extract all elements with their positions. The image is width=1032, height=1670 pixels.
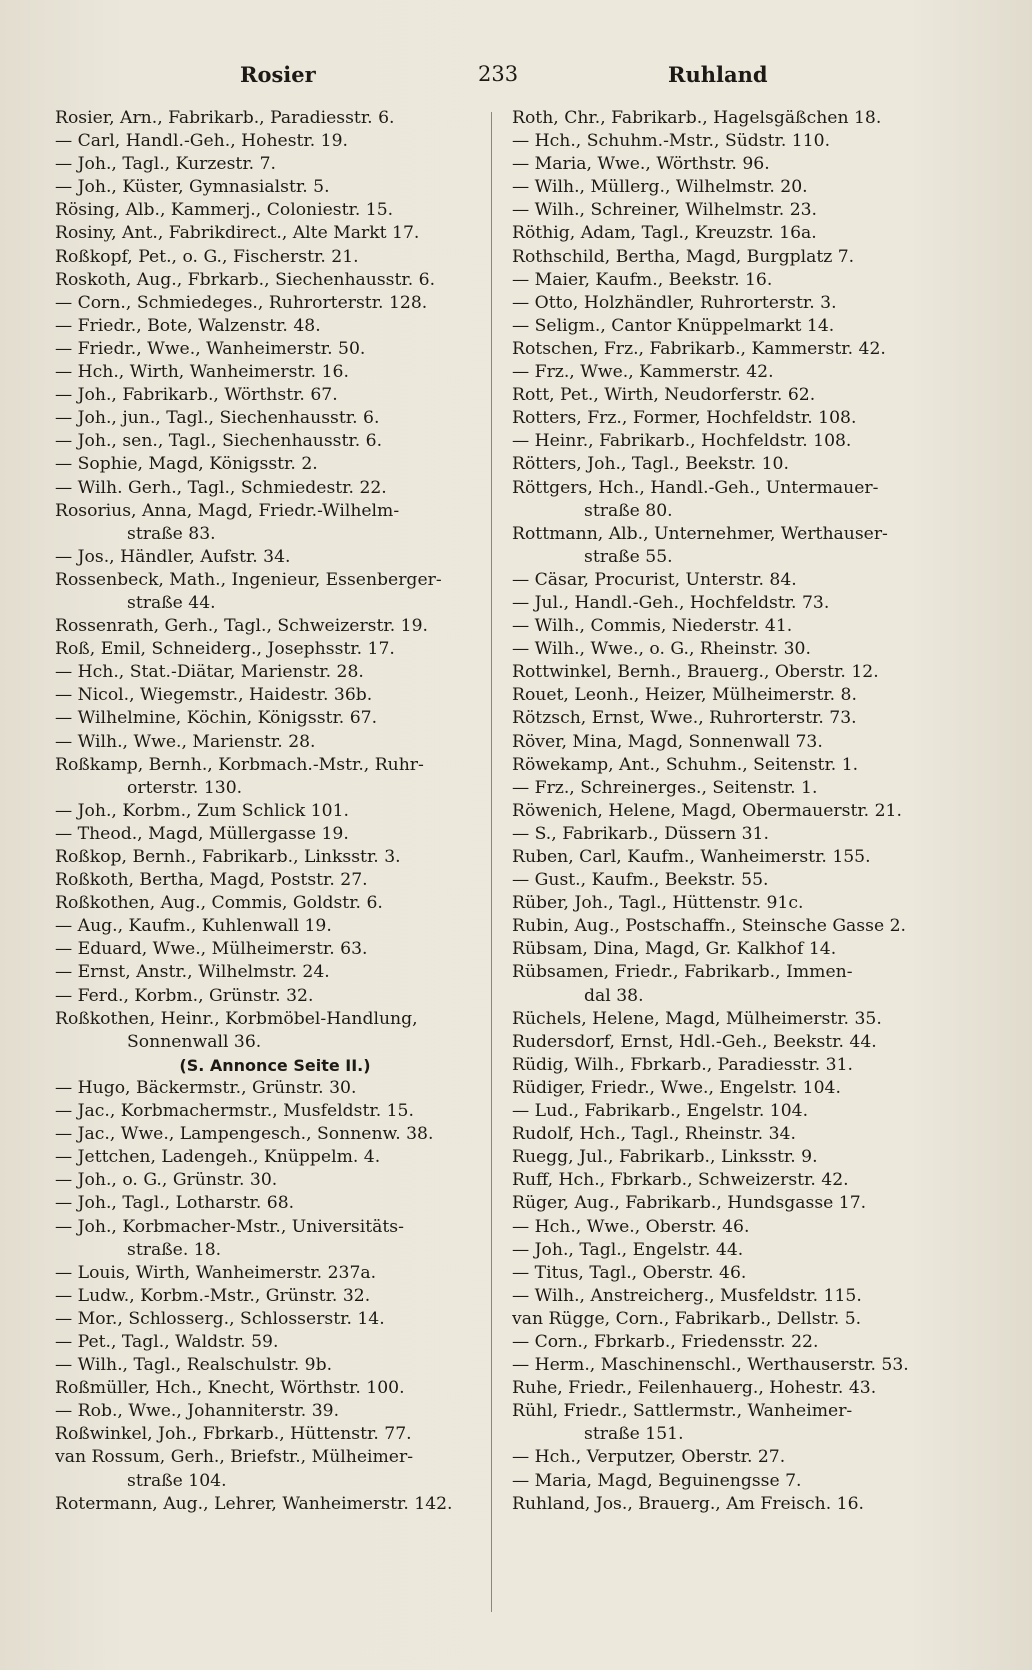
directory-entry: — Ernst, Anstr., Wilhelmstr. 24.: [55, 962, 330, 983]
directory-entry: — Titus, Tagl., Oberstr. 46.: [512, 1262, 747, 1283]
directory-entry: Rosorius, Anna, Magd, Friedr.-Wilhelm-: [55, 500, 400, 521]
directory-entry: Ruff, Hch., Fbrkarb., Schweizerstr. 42.: [512, 1170, 849, 1191]
directory-entry: Rothschild, Bertha, Magd, Burgplatz 7.: [512, 246, 855, 267]
directory-entry: Roßkamp, Bernh., Korbmach.-Mstr., Ruhr-: [55, 754, 424, 775]
entry-continuation: straße 80.: [584, 500, 673, 521]
directory-entry: Rotermann, Aug., Lehrer, Wanheimerstr. 142.: [55, 1493, 453, 1514]
directory-entry: — Frz., Wwe., Kammerstr. 42.: [512, 362, 774, 383]
header-left-word: Rosier: [240, 62, 316, 87]
directory-entry: Roßkoth, Bertha, Magd, Poststr. 27.: [55, 870, 368, 891]
page-number: 233: [478, 62, 519, 86]
directory-entry: — Joh., Fabrikarb., Wörthstr. 67.: [55, 385, 338, 406]
directory-entry: — Rob., Wwe., Johanniterstr. 39.: [55, 1401, 340, 1422]
directory-entry: Roßkothen, Aug., Commis, Goldstr. 6.: [55, 893, 383, 914]
directory-entry: Rösing, Alb., Kammerj., Coloniestr. 15.: [55, 200, 394, 221]
directory-entry: — Joh., sen., Tagl., Siechenhausstr. 6.: [55, 431, 383, 452]
directory-entry: Ruegg, Jul., Fabrikarb., Linksstr. 9.: [512, 1147, 818, 1168]
directory-entry: — Joh., Küster, Gymnasialstr. 5.: [55, 177, 330, 198]
directory-entry: Roßmüller, Hch., Knecht, Wörthstr. 100.: [55, 1378, 405, 1399]
directory-entry: — Joh., jun., Tagl., Siechenhausstr. 6.: [55, 408, 380, 429]
directory-entry: — Wilh., Wwe., o. G., Rheinstr. 30.: [512, 639, 811, 660]
directory-entry: — Maier, Kaufm., Beekstr. 16.: [512, 269, 773, 290]
entry-continuation: straße 55.: [584, 546, 673, 567]
directory-entry: — Friedr., Wwe., Wanheimerstr. 50.: [55, 338, 366, 359]
directory-entry: — Wilh., Wwe., Marienstr. 28.: [55, 731, 316, 752]
directory-entry: Ruben, Carl, Kaufm., Wanheimerstr. 155.: [512, 847, 871, 867]
directory-entry: — Jos., Händler, Aufstr. 34.: [55, 546, 291, 567]
directory-entry: Roß, Emil, Schneiderg., Josephsstr. 17.: [55, 639, 395, 660]
directory-entry: — Joh., Korbm., Zum Schlick 101.: [55, 800, 349, 821]
directory-entry: — Carl, Handl.-Geh., Hohestr. 19.: [55, 131, 349, 152]
entry-continuation: dal 38.: [584, 985, 644, 1006]
directory-entry: — Jettchen, Ladengeh., Knüppelm. 4.: [55, 1147, 381, 1168]
directory-entry: Rötters, Joh., Tagl., Beekstr. 10.: [512, 454, 789, 475]
annotation-note: (S. Annonce Seite II.): [179, 1055, 371, 1075]
directory-entry: Rottmann, Alb., Unternehmer, Werthauser-: [512, 523, 888, 544]
directory-entry: — Hugo, Bäckermstr., Grünstr. 30.: [55, 1077, 357, 1098]
directory-entry: — Maria, Wwe., Wörthstr. 96.: [512, 154, 770, 175]
directory-entry: Ruhland, Jos., Brauerg., Am Freisch. 16.: [512, 1493, 864, 1514]
directory-entry: Rüger, Aug., Fabrikarb., Hundsgasse 17.: [512, 1193, 867, 1214]
directory-entry: — Hch., Wirth, Wanheimerstr. 16.: [55, 362, 349, 383]
entry-continuation: orterstr. 130.: [127, 777, 243, 798]
page-header: [0, 56, 1032, 96]
directory-entry: — Eduard, Wwe., Mülheimerstr. 63.: [55, 939, 368, 960]
directory-entry: — Wilh. Gerh., Tagl., Schmiedestr. 22.: [55, 477, 387, 498]
directory-entry: — Cäsar, Procurist, Unterstr. 84.: [512, 569, 797, 590]
directory-entry: — Hch., Schuhm.-Mstr., Südstr. 110.: [512, 131, 831, 152]
directory-entry: — Maria, Magd, Beguinengsse 7.: [512, 1470, 802, 1491]
entry-continuation: straße 104.: [127, 1470, 227, 1491]
entry-continuation: straße 83.: [127, 523, 216, 544]
directory-entry: — Otto, Holzhändler, Ruhrorterstr. 3.: [512, 292, 837, 313]
header-right-word: Ruhland: [668, 62, 768, 87]
directory-entry: — S., Fabrikarb., Düssern 31.: [512, 823, 769, 844]
directory-entry: — Lud., Fabrikarb., Engelstr. 104.: [512, 1101, 809, 1122]
entry-continuation: straße. 18.: [127, 1239, 222, 1260]
directory-entry: — Seligm., Cantor Knüppelmarkt 14.: [512, 315, 835, 336]
directory-entry: — Nicol., Wiegemstr., Haidestr. 36b.: [55, 685, 373, 706]
directory-entry: Rotters, Frz., Former, Hochfeldstr. 108.: [512, 408, 857, 429]
directory-entry: Rüdiger, Friedr., Wwe., Engelstr. 104.: [512, 1077, 841, 1098]
directory-entry: Rübsamen, Friedr., Fabrikarb., Immen-: [512, 962, 853, 983]
directory-entry: van Rügge, Corn., Fabrikarb., Dellstr. 5.: [512, 1308, 862, 1329]
directory-entry: Rudersdorf, Ernst, Hdl.-Geh., Beekstr. 44.: [512, 1031, 877, 1052]
directory-entry: Rötzsch, Ernst, Wwe., Ruhrorterstr. 73.: [512, 708, 857, 729]
directory-entry: — Wilh., Schreiner, Wilhelmstr. 23.: [512, 200, 818, 221]
directory-entry: Roth, Chr., Fabrikarb., Hagelsgäßchen 18.: [512, 108, 882, 128]
directory-entry: Roskoth, Aug., Fbrkarb., Siechenhausstr. 6.: [55, 269, 436, 290]
directory-entry: — Jul., Handl.-Geh., Hochfeldstr. 73.: [512, 592, 830, 613]
directory-entry: Rottwinkel, Bernh., Brauerg., Oberstr. 12.: [512, 662, 879, 683]
left-column: [55, 107, 495, 1516]
directory-entry: Rudolf, Hch., Tagl., Rheinstr. 34.: [512, 1124, 796, 1145]
directory-entry: — Frz., Schreinerges., Seitenstr. 1.: [512, 777, 818, 798]
directory-entry: Rüdig, Wilh., Fbrkarb., Paradiesstr. 31.: [512, 1054, 853, 1075]
directory-entry: Rouet, Leonh., Heizer, Mülheimerstr. 8.: [512, 685, 857, 706]
directory-entry: — Theod., Magd, Müllergasse 19.: [55, 823, 349, 844]
directory-entry: — Wilhelmine, Köchin, Königsstr. 67.: [55, 708, 378, 729]
directory-entry: Rübsam, Dina, Magd, Gr. Kalkhof 14.: [512, 939, 837, 960]
directory-entry: Rüber, Joh., Tagl., Hüttenstr. 91c.: [512, 893, 804, 914]
directory-entry: Rossenbeck, Math., Ingenieur, Essenberger-: [55, 569, 442, 590]
directory-entry: Roßkop, Bernh., Fabrikarb., Linksstr. 3.: [55, 847, 401, 867]
directory-entry: — Corn., Schmiedeges., Ruhrorterstr. 128.: [55, 292, 428, 313]
directory-entry: — Sophie, Magd, Königsstr. 2.: [55, 454, 318, 475]
column-divider: [491, 112, 492, 1612]
directory-entry: — Friedr., Bote, Walzenstr. 48.: [55, 315, 321, 336]
directory-entry: Rotschen, Frz., Fabrikarb., Kammerstr. 42.: [512, 338, 886, 359]
directory-entry: — Hch., Stat.-Diätar, Marienstr. 28.: [55, 662, 364, 683]
directory-entry: Röver, Mina, Magd, Sonnenwall 73.: [512, 731, 823, 752]
directory-entry: — Ludw., Korbm.-Mstr., Grünstr. 32.: [55, 1285, 371, 1306]
directory-entry: Rossenrath, Gerh., Tagl., Schweizerstr. 19.: [55, 616, 428, 637]
directory-entry: — Joh., Korbmacher-Mstr., Universitäts-: [55, 1216, 404, 1237]
entry-continuation: Sonnenwall 36.: [127, 1031, 262, 1052]
directory-entry: Röthig, Adam, Tagl., Kreuzstr. 16a.: [512, 223, 817, 244]
directory-entry: Roßwinkel, Joh., Fbrkarb., Hüttenstr. 77.: [55, 1424, 412, 1445]
directory-entry: — Herm., Maschinenschl., Werthauserstr. 53.: [512, 1355, 909, 1376]
directory-entry: Röwenich, Helene, Magd, Obermauerstr. 21.: [512, 800, 902, 821]
directory-entry: — Joh., o. G., Grünstr. 30.: [55, 1170, 278, 1191]
directory-entry: — Aug., Kaufm., Kuhlenwall 19.: [55, 916, 332, 937]
directory-entry: — Heinr., Fabrikarb., Hochfeldstr. 108.: [512, 431, 852, 452]
directory-entry: — Wilh., Commis, Niederstr. 41.: [512, 616, 793, 637]
directory-entry: — Wilh., Müllerg., Wilhelmstr. 20.: [512, 177, 808, 198]
directory-entry: — Joh., Tagl., Kurzestr. 7.: [55, 154, 276, 175]
directory-entry: Ruhe, Friedr., Feilenhauerg., Hohestr. 43.: [512, 1378, 877, 1399]
directory-entry: — Pet., Tagl., Waldstr. 59.: [55, 1331, 279, 1352]
directory-entry: Roßkopf, Pet., o. G., Fischerstr. 21.: [55, 246, 359, 267]
directory-entry: — Hch., Verputzer, Oberstr. 27.: [512, 1447, 786, 1468]
entry-continuation: straße 44.: [127, 592, 216, 613]
directory-entry: — Corn., Fbrkarb., Friedensstr. 22.: [512, 1331, 819, 1352]
directory-entry: — Jac., Korbmachermstr., Musfeldstr. 15.: [55, 1101, 414, 1122]
directory-entry: — Mor., Schlosserg., Schlosserstr. 14.: [55, 1308, 385, 1329]
directory-entry: — Wilh., Tagl., Realschulstr. 9b.: [55, 1355, 333, 1376]
directory-entry: — Jac., Wwe., Lampengesch., Sonnenw. 38.: [55, 1124, 434, 1145]
directory-entry: — Joh., Tagl., Lotharstr. 68.: [55, 1193, 295, 1214]
directory-entry: Rosiny, Ant., Fabrikdirect., Alte Markt 17.: [55, 223, 420, 244]
directory-entry: Röttgers, Hch., Handl.-Geh., Untermauer-: [512, 477, 879, 498]
directory-entry: — Gust., Kaufm., Beekstr. 55.: [512, 870, 769, 891]
directory-entry: — Hch., Wwe., Oberstr. 46.: [512, 1216, 750, 1237]
right-column: [512, 107, 952, 1516]
directory-entry: Rühl, Friedr., Sattlermstr., Wanheimer-: [512, 1401, 853, 1422]
directory-entry: Roßkothen, Heinr., Korbmöbel-Handlung,: [55, 1008, 418, 1029]
directory-entry: Rubin, Aug., Postschaffn., Steinsche Gasse 2.: [512, 916, 906, 937]
directory-entry: — Ferd., Korbm., Grünstr. 32.: [55, 985, 314, 1006]
directory-entry: — Louis, Wirth, Wanheimerstr. 237a.: [55, 1262, 377, 1283]
directory-entry: Rüchels, Helene, Magd, Mülheimerstr. 35.: [512, 1008, 882, 1029]
directory-entry: Rott, Pet., Wirth, Neudorferstr. 62.: [512, 385, 816, 406]
directory-entry: Röwekamp, Ant., Schuhm., Seitenstr. 1.: [512, 754, 859, 775]
directory-entry: — Joh., Tagl., Engelstr. 44.: [512, 1239, 744, 1260]
directory-entry: — Wilh., Anstreicherg., Musfeldstr. 115.: [512, 1285, 862, 1306]
directory-entry: Rosier, Arn., Fabrikarb., Paradiesstr. 6.: [55, 108, 395, 128]
directory-entry: van Rossum, Gerh., Briefstr., Mülheimer-: [55, 1447, 414, 1468]
entry-continuation: straße 151.: [584, 1424, 684, 1445]
